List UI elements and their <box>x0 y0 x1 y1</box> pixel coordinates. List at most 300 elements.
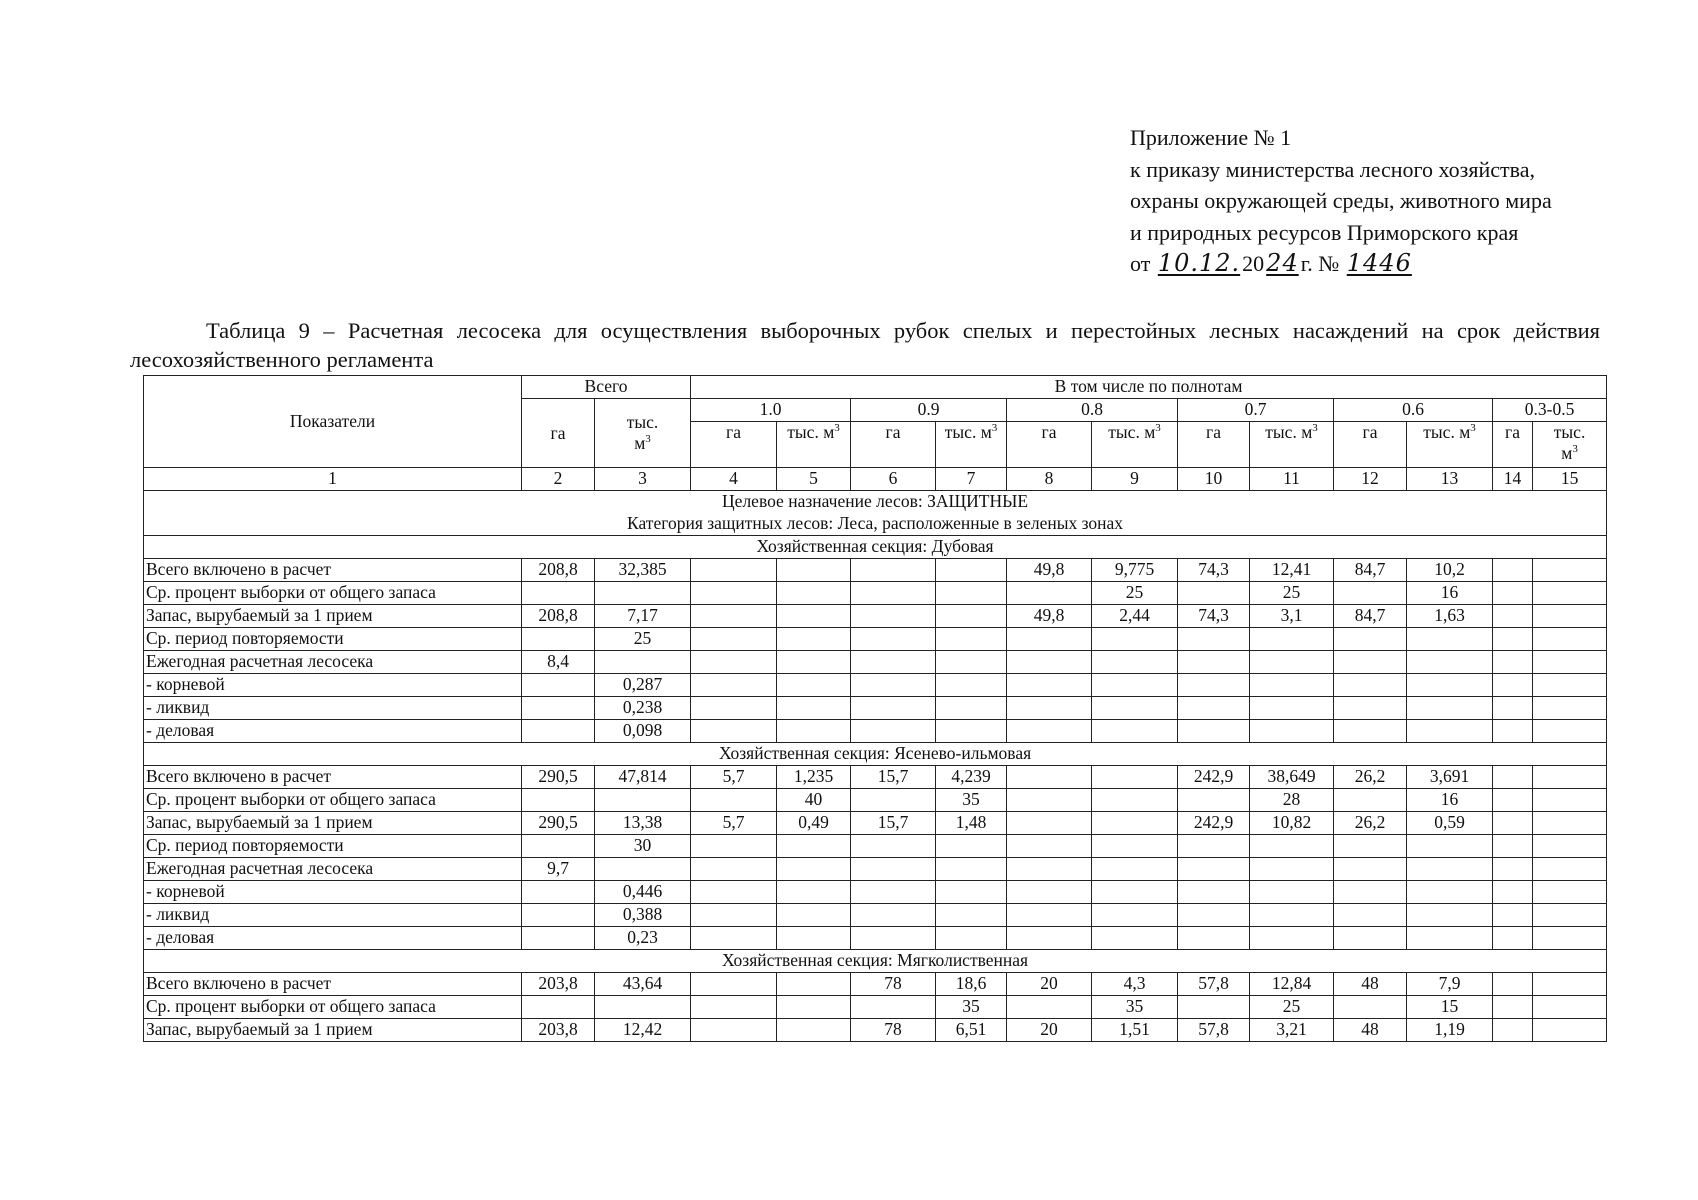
table-row <box>144 766 1607 789</box>
table-cell <box>1407 628 1493 651</box>
table-cell <box>1250 858 1334 881</box>
section-row <box>144 536 1607 559</box>
table-cell <box>936 697 1007 720</box>
table-cell <box>936 904 1007 927</box>
table-cell <box>522 881 595 904</box>
table-cell <box>1334 835 1407 858</box>
table-cell <box>936 858 1007 881</box>
table-cell: 10,2 <box>1407 559 1493 582</box>
table-cell: 25 <box>595 628 691 651</box>
total-m3-header: тыс. $м^3$ <box>595 399 691 468</box>
table-cell <box>1178 927 1250 950</box>
table-cell <box>1493 605 1533 628</box>
column-number: 10 <box>1178 468 1250 491</box>
column-number: 2 <box>522 468 595 491</box>
table-cell: 15,7 <box>851 766 936 789</box>
table-cell <box>691 789 777 812</box>
table-cell: 3,691 <box>1407 766 1493 789</box>
table-cell <box>1007 628 1092 651</box>
table-cell: 32,385 <box>595 559 691 582</box>
column-number: 4 <box>691 468 777 491</box>
table-cell: 84,7 <box>1334 559 1407 582</box>
table-cell: 9,775 <box>1092 559 1178 582</box>
table-cell <box>1092 651 1178 674</box>
table-cell <box>1178 697 1250 720</box>
table-cell: 57,8 <box>1178 973 1250 996</box>
table-cell <box>691 835 777 858</box>
table-cell <box>1092 720 1178 743</box>
indicators-header: Показатели <box>144 376 522 468</box>
section-row <box>144 743 1607 766</box>
table-cell: 4,239 <box>936 766 1007 789</box>
handwritten-year: 24 <box>1266 249 1299 277</box>
table-cell <box>691 973 777 996</box>
table-cell <box>1334 927 1407 950</box>
table-cell <box>1007 789 1092 812</box>
table-cell <box>522 697 595 720</box>
purpose-row <box>144 491 1607 514</box>
table-cell <box>851 720 936 743</box>
table-cell <box>1334 720 1407 743</box>
row-label: Запас, вырубаемый за 1 прием <box>144 812 522 835</box>
column-number: 7 <box>936 468 1007 491</box>
table-cell <box>1007 582 1092 605</box>
appendix-header <box>1130 122 1552 280</box>
table-cell <box>1334 789 1407 812</box>
table-cell <box>1493 835 1533 858</box>
table-cell: 1,19 <box>1407 1019 1493 1042</box>
table-cell: 74,3 <box>1178 605 1250 628</box>
table-cell: 16 <box>1407 582 1493 605</box>
table-cell: 38,649 <box>1250 766 1334 789</box>
table-cell <box>1007 996 1092 1019</box>
table-cell <box>936 720 1007 743</box>
table-cell <box>777 904 851 927</box>
table-cell <box>1250 835 1334 858</box>
row-label: - корневой <box>144 674 522 697</box>
table-cell <box>1533 927 1607 950</box>
density-header: В том числе по полнотам <box>691 376 1607 399</box>
table-cell <box>1533 973 1607 996</box>
table-row <box>144 582 1607 605</box>
table-cell <box>1407 651 1493 674</box>
table-cell <box>1493 628 1533 651</box>
section-row <box>144 950 1607 973</box>
table-cell <box>1007 858 1092 881</box>
table-cell <box>1250 697 1334 720</box>
row-label: Ср. процент выборки от общего запаса <box>144 789 522 812</box>
unit-ha: га <box>691 422 777 468</box>
row-label: - деловая <box>144 927 522 950</box>
table-cell <box>1493 559 1533 582</box>
column-number: 12 <box>1334 468 1407 491</box>
table-cell <box>777 1019 851 1042</box>
table-cell: 25 <box>1250 582 1334 605</box>
table-cell <box>1533 789 1607 812</box>
table-cell <box>1092 697 1178 720</box>
row-label: - ликвид <box>144 904 522 927</box>
table-cell <box>1493 720 1533 743</box>
unit-ha: га <box>851 422 936 468</box>
table-cell: 1,51 <box>1092 1019 1178 1042</box>
table-cell <box>1493 674 1533 697</box>
table-cell <box>1007 835 1092 858</box>
density-0-6-header: 0.6 <box>1334 399 1493 422</box>
table-cell: 0,49 <box>777 812 851 835</box>
table-cell: 74,3 <box>1178 559 1250 582</box>
table-cell <box>1533 835 1607 858</box>
table-cell <box>1334 651 1407 674</box>
table-cell: 208,8 <box>522 559 595 582</box>
table-cell: 6,51 <box>936 1019 1007 1042</box>
table-cell <box>1250 904 1334 927</box>
table-cell: 12,42 <box>595 1019 691 1042</box>
table-cell <box>1533 697 1607 720</box>
appendix-line: и природных ресурсов Приморского края <box>1130 219 1519 245</box>
table-cell: 84,7 <box>1334 605 1407 628</box>
table-cell: 78 <box>851 1019 936 1042</box>
table-cell: 35 <box>936 789 1007 812</box>
table-cell <box>1334 628 1407 651</box>
table-cell <box>1334 582 1407 605</box>
row-label: - ликвид <box>144 697 522 720</box>
table-cell <box>1334 996 1407 1019</box>
table-cell <box>1533 996 1607 1019</box>
table-cell <box>777 697 851 720</box>
table-cell <box>1007 904 1092 927</box>
appendix-date-line: от 10.12.2024г. № 1446 <box>1130 249 1412 277</box>
table-cell <box>691 651 777 674</box>
table-cell <box>1533 904 1607 927</box>
table-cell <box>1178 720 1250 743</box>
table-cell <box>691 881 777 904</box>
table-cell <box>691 1019 777 1042</box>
table-cell: 20 <box>1007 973 1092 996</box>
table-row <box>144 858 1607 881</box>
table-caption: Таблица 9 – Расчетная лесосека для осуществления выборочных рубок спелых и перестойных лесных насаждений на срок действия лесохозяйственного регламента <box>130 318 1600 372</box>
table-row <box>144 996 1607 1019</box>
table-cell <box>1533 720 1607 743</box>
unit-ha: га <box>1007 422 1092 468</box>
table-cell <box>851 628 936 651</box>
density-0-7-header: 0.7 <box>1178 399 1334 422</box>
table-cell <box>777 582 851 605</box>
table-cell <box>777 628 851 651</box>
table-cell <box>1250 651 1334 674</box>
table-cell: 8,4 <box>522 651 595 674</box>
table-cell <box>777 651 851 674</box>
table-cell <box>851 559 936 582</box>
column-number: 14 <box>1493 468 1533 491</box>
table-cell <box>777 973 851 996</box>
column-number: 11 <box>1250 468 1334 491</box>
table-cell: 0,23 <box>595 927 691 950</box>
table-cell <box>1533 766 1607 789</box>
table-cell: 242,9 <box>1178 812 1250 835</box>
row-label: Всего включено в расчет <box>144 766 522 789</box>
table-cell <box>595 789 691 812</box>
unit-ha: га <box>1493 422 1533 468</box>
table-cell <box>851 927 936 950</box>
table-cell: 25 <box>1250 996 1334 1019</box>
unit-ha: га <box>1334 422 1407 468</box>
table-cell <box>1407 858 1493 881</box>
table-cell: 26,2 <box>1334 766 1407 789</box>
table-cell <box>1493 766 1533 789</box>
table-cell <box>691 605 777 628</box>
table-cell <box>691 559 777 582</box>
table-cell <box>1178 881 1250 904</box>
table-cell <box>1092 628 1178 651</box>
table-cell <box>1493 812 1533 835</box>
table-cell: 49,8 <box>1007 605 1092 628</box>
table-cell <box>595 858 691 881</box>
table-cell <box>1250 628 1334 651</box>
table-cell <box>1407 904 1493 927</box>
table-cell <box>1007 881 1092 904</box>
table-cell <box>1178 582 1250 605</box>
table-cell <box>1407 697 1493 720</box>
table-cell: 25 <box>1092 582 1178 605</box>
table-cell <box>1007 766 1092 789</box>
table-cell <box>691 858 777 881</box>
table-cell <box>691 674 777 697</box>
table-row <box>144 559 1607 582</box>
table-cell <box>777 858 851 881</box>
table-cell <box>1178 789 1250 812</box>
table-cell <box>595 996 691 1019</box>
table-cell <box>691 720 777 743</box>
table-cell <box>936 651 1007 674</box>
table-cell <box>1493 1019 1533 1042</box>
table-cell <box>1007 697 1092 720</box>
table-cell <box>522 789 595 812</box>
table-cell: 78 <box>851 973 936 996</box>
table-cell: 30 <box>595 835 691 858</box>
table-row <box>144 904 1607 927</box>
table-cell <box>777 927 851 950</box>
table-row <box>144 674 1607 697</box>
table-cell <box>936 628 1007 651</box>
table-cell <box>1493 858 1533 881</box>
table-cell <box>1533 651 1607 674</box>
section-title: Хозяйственная секция: Дубовая <box>144 536 1607 559</box>
table-row <box>144 927 1607 950</box>
table-cell <box>777 996 851 1019</box>
table-cell: 15 <box>1407 996 1493 1019</box>
row-label: Всего включено в расчет <box>144 559 522 582</box>
table-cell <box>1007 674 1092 697</box>
table-cell <box>691 996 777 1019</box>
table-cell <box>1407 881 1493 904</box>
table-cell: 48 <box>1334 1019 1407 1042</box>
table-cell <box>936 674 1007 697</box>
table-cell: 1,63 <box>1407 605 1493 628</box>
table-cell <box>1178 996 1250 1019</box>
purpose-cell: Целевое назначение лесов: ЗАЩИТНЫЕ <box>144 491 1607 514</box>
table-cell <box>1493 697 1533 720</box>
table-cell <box>522 927 595 950</box>
column-number: 3 <box>595 468 691 491</box>
table-cell: 9,7 <box>522 858 595 881</box>
table-row <box>144 605 1607 628</box>
table-cell: 203,8 <box>522 1019 595 1042</box>
table-cell: 0,098 <box>595 720 691 743</box>
table-cell <box>851 835 936 858</box>
table-cell <box>522 582 595 605</box>
table-row <box>144 697 1607 720</box>
row-label: Запас, вырубаемый за 1 прием <box>144 1019 522 1042</box>
category-cell: Категория защитных лесов: Леса, расположенные в зеленых зонах <box>144 513 1607 536</box>
table-cell <box>851 996 936 1019</box>
appendix-title: Приложение № 1 <box>1130 125 1292 150</box>
table-cell: 0,446 <box>595 881 691 904</box>
table-cell <box>1007 720 1092 743</box>
column-number: 1 <box>144 468 522 491</box>
table-cell: 16 <box>1407 789 1493 812</box>
table-cell <box>691 904 777 927</box>
table-cell <box>522 674 595 697</box>
unit-ha: га <box>1178 422 1250 468</box>
table-cell <box>1092 858 1178 881</box>
table-cell <box>936 605 1007 628</box>
column-number: 8 <box>1007 468 1092 491</box>
table-cell <box>936 835 1007 858</box>
table-cell: 20 <box>1007 1019 1092 1042</box>
table-cell: 28 <box>1250 789 1334 812</box>
table-cell <box>851 789 936 812</box>
table-cell: 18,6 <box>936 973 1007 996</box>
table-row <box>144 1019 1607 1042</box>
table-cell <box>1092 904 1178 927</box>
table-cell <box>936 559 1007 582</box>
table-cell <box>1334 674 1407 697</box>
table-cell <box>1533 559 1607 582</box>
table-cell <box>1092 881 1178 904</box>
row-label: Ежегодная расчетная лесосека <box>144 651 522 674</box>
table-cell: 49,8 <box>1007 559 1092 582</box>
table-cell: 48 <box>1334 973 1407 996</box>
table-cell <box>777 559 851 582</box>
section-title: Хозяйственная секция: Ясенево-ильмовая <box>144 743 1607 766</box>
table-cell <box>1178 674 1250 697</box>
table-cell <box>1533 881 1607 904</box>
table-cell <box>777 674 851 697</box>
table-cell <box>1007 651 1092 674</box>
table-cell <box>1493 927 1533 950</box>
unit-m3: тыс. $м^3$ <box>1092 422 1178 468</box>
table-cell: 13,38 <box>595 812 691 835</box>
table-cell <box>1178 651 1250 674</box>
table-cell <box>851 881 936 904</box>
table-cell <box>1178 904 1250 927</box>
table-cell <box>1533 605 1607 628</box>
column-number: 6 <box>851 468 936 491</box>
table-cell <box>1533 674 1607 697</box>
density-0-8-header: 0.8 <box>1007 399 1178 422</box>
table-cell: 57,8 <box>1178 1019 1250 1042</box>
category-row <box>144 513 1607 536</box>
table-cell: 0,388 <box>595 904 691 927</box>
appendix-line: к приказу министерства лесного хозяйства, <box>1130 156 1536 182</box>
table-cell: 290,5 <box>522 766 595 789</box>
table-row <box>144 881 1607 904</box>
table-cell <box>851 651 936 674</box>
table-cell: 7,9 <box>1407 973 1493 996</box>
table-cell: 290,5 <box>522 812 595 835</box>
total-header: Всего <box>522 376 691 399</box>
table-cell: 4,3 <box>1092 973 1178 996</box>
table-cell <box>851 674 936 697</box>
table-cell <box>777 720 851 743</box>
table-row <box>144 812 1607 835</box>
table-cell <box>936 582 1007 605</box>
table-cell <box>522 996 595 1019</box>
table-cell <box>522 628 595 651</box>
table-cell: 12,41 <box>1250 559 1334 582</box>
column-numbers-row <box>144 468 1607 491</box>
table-cell <box>1092 812 1178 835</box>
row-label: Ср. процент выборки от общего запаса <box>144 996 522 1019</box>
column-number: 9 <box>1092 468 1178 491</box>
table-cell <box>1178 858 1250 881</box>
row-label: Всего включено в расчет <box>144 973 522 996</box>
table-cell <box>522 720 595 743</box>
table-cell <box>1334 904 1407 927</box>
table-cell <box>936 927 1007 950</box>
table-row <box>144 720 1607 743</box>
row-label: - корневой <box>144 881 522 904</box>
table-cell <box>1092 789 1178 812</box>
table-cell <box>691 628 777 651</box>
table-cell <box>1334 697 1407 720</box>
table-cell <box>1250 720 1334 743</box>
row-label: Ср. процент выборки от общего запаса <box>144 582 522 605</box>
row-label: Ср. период повторяемости <box>144 628 522 651</box>
table-row <box>144 835 1607 858</box>
table-cell: 0,287 <box>595 674 691 697</box>
table-row <box>144 789 1607 812</box>
table-cell <box>1533 1019 1607 1042</box>
table-cell: 242,9 <box>1178 766 1250 789</box>
table-cell <box>1407 720 1493 743</box>
table-cell: 0,238 <box>595 697 691 720</box>
header-row-1 <box>144 376 1607 399</box>
unit-m3: тыс. $м^3$ <box>1250 422 1334 468</box>
table-cell <box>1493 651 1533 674</box>
table-cell <box>522 835 595 858</box>
table-cell <box>595 582 691 605</box>
table-cell <box>1250 674 1334 697</box>
table-cell: 1,235 <box>777 766 851 789</box>
row-label: - деловая <box>144 720 522 743</box>
table-cell <box>1533 582 1607 605</box>
unit-m3: тыс. $м^3$ <box>936 422 1007 468</box>
table-cell <box>595 651 691 674</box>
table-cell <box>691 582 777 605</box>
table-cell <box>851 582 936 605</box>
total-ha-header: га <box>522 399 595 468</box>
table-cell <box>1178 628 1250 651</box>
logging-table <box>143 375 1607 1042</box>
column-number: 15 <box>1533 468 1607 491</box>
density-1-0-header: 1.0 <box>691 399 851 422</box>
table-cell <box>777 835 851 858</box>
table-cell <box>851 904 936 927</box>
table-cell: 10,82 <box>1250 812 1334 835</box>
row-label: Ежегодная расчетная лесосека <box>144 858 522 881</box>
table-cell: 15,7 <box>851 812 936 835</box>
